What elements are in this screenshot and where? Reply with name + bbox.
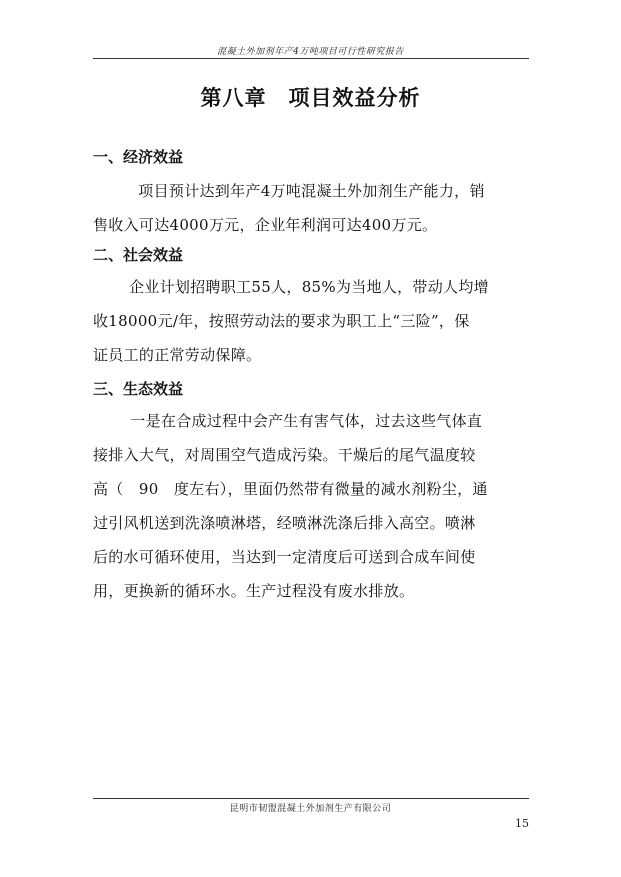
- paragraph-line: 接排入大气，对周围空气造成污染。干燥后的尾气温度较: [93, 446, 476, 464]
- running-footer: 昆明市韧盟混凝土外加剂生产有限公司: [229, 804, 392, 814]
- section-paragraph-ecological: [93, 404, 529, 608]
- paragraph-line: 企业计划招聘职工55人，85%为当地人，带动人均增: [129, 278, 489, 296]
- paragraph-line: 后的水可循环使用，当达到一定清度后可送到合成车间使: [93, 548, 476, 566]
- page-number: 15: [515, 817, 529, 830]
- footer-divider: [93, 798, 529, 799]
- section-heading-ecological: 三、生态效益: [93, 380, 184, 398]
- paragraph-line: 过引风机送到洗涤喷淋塔，经喷淋洗涤后排入高空。喷淋: [93, 514, 476, 532]
- section-paragraph-social: [93, 270, 529, 372]
- section-heading-economic: 一、经济效益: [93, 148, 184, 166]
- paragraph-line: 售收入可达4000万元，企业年利润可达400万元。: [93, 216, 438, 234]
- section-paragraph-economic: [93, 174, 529, 242]
- paragraph-line: 收18000元/年，按照劳动法的要求为职工上“三险”，保: [93, 312, 470, 330]
- paragraph-line: 用，更换新的循环水。生产过程没有废水排放。: [93, 582, 415, 600]
- paragraph-line: 项目预计达到年产4万吨混凝土外加剂生产能力，销: [123, 182, 485, 200]
- running-header: 混凝土外加剂年产4万吨项目可行性研究报告: [217, 47, 404, 57]
- paragraph-line: 一是在合成过程中会产生有害气体，过去这些气体直: [115, 412, 483, 430]
- chapter-title: 第八章 项目效益分析: [200, 86, 421, 110]
- section-heading-social: 二、社会效益: [93, 246, 184, 264]
- paragraph-line: 证员工的正常劳动保障。: [93, 346, 262, 364]
- header-divider: [93, 58, 529, 59]
- paragraph-line: 高（ 90 度左右），里面仍然带有微量的减水剂粉尘，通: [93, 480, 488, 498]
